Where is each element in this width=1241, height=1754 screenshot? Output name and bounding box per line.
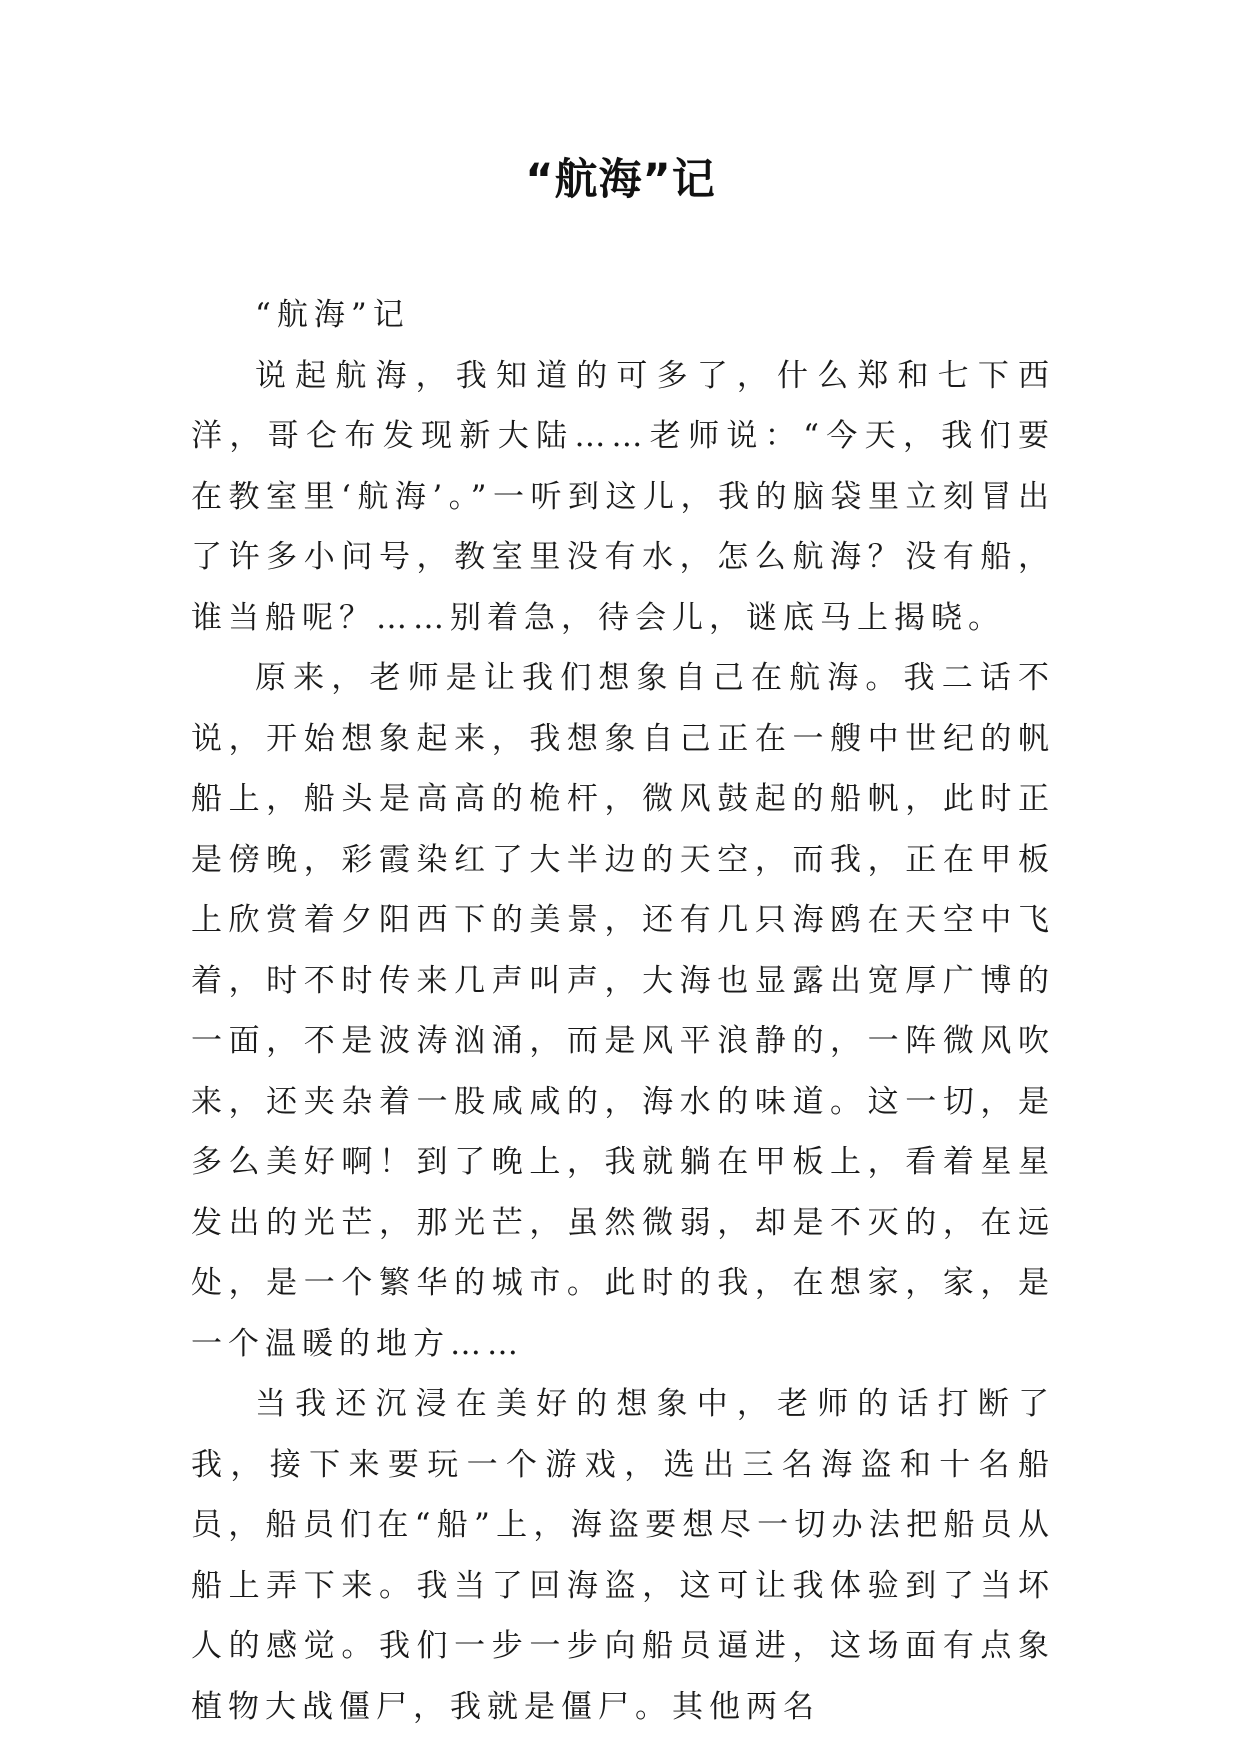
paragraph-1: 说起航海，我知道的可多了，什么郑和七下西洋，哥仑布发现新大陆……老师说：“今天，我们要在教室里‘航海’。”一听到这儿，我的脑袋里立刻冒出了许多小问号，教室里没有水，怎么航海？没有船，谁当船呢？……别着急，待会儿，谜底马上揭晓。 (191, 357, 1055, 636)
paragraph-2: 原来，老师是让我们想象自己在航海。我二话不说，开始想象起来，我想象自己正在一艘中世纪的帆船上，船头是高高的桅杆，微风鼓起的船帆，此时正是傍晚，彩霞染红了大半边的天空，而我，正在甲板上欣赏着夕阳西下的美景，还有几只海鸥在天空中飞着，时不时传来几声叫声，大海也显露出宽厚广博的一面，不是波涛汹涌，而是风平浪静的，一阵微风吹来，还夹杂着一股咸咸的，海水的味道。这一切，是多么美好啊！到了晚上，我就躺在甲板上，看着星星发出的光芒，那光芒，虽然微弱，却是不灭的，在远处，是一个繁华的城市。此时的我，在想家，家，是一个温暖的地方…… (191, 660, 1055, 1362)
document-title: “航海”记 (525, 155, 716, 205)
paragraph-3: 当我还沉浸在美好的想象中，老师的话打断了我，接下来要玩一个游戏，选出三名海盗和十名船员，船员们在“船”上，海盗要想尽一切办法把船员从船上弄下来。我当了回海盗，这可让我体验到了当坏人的感觉。我们一步一步向船员逼进，这场面有点象植物大战僵尸，我就是僵尸。其他两名 (191, 1386, 1055, 1725)
paragraph-subtitle: “航海”记 (255, 297, 410, 333)
document-body (191, 285, 1055, 1737)
